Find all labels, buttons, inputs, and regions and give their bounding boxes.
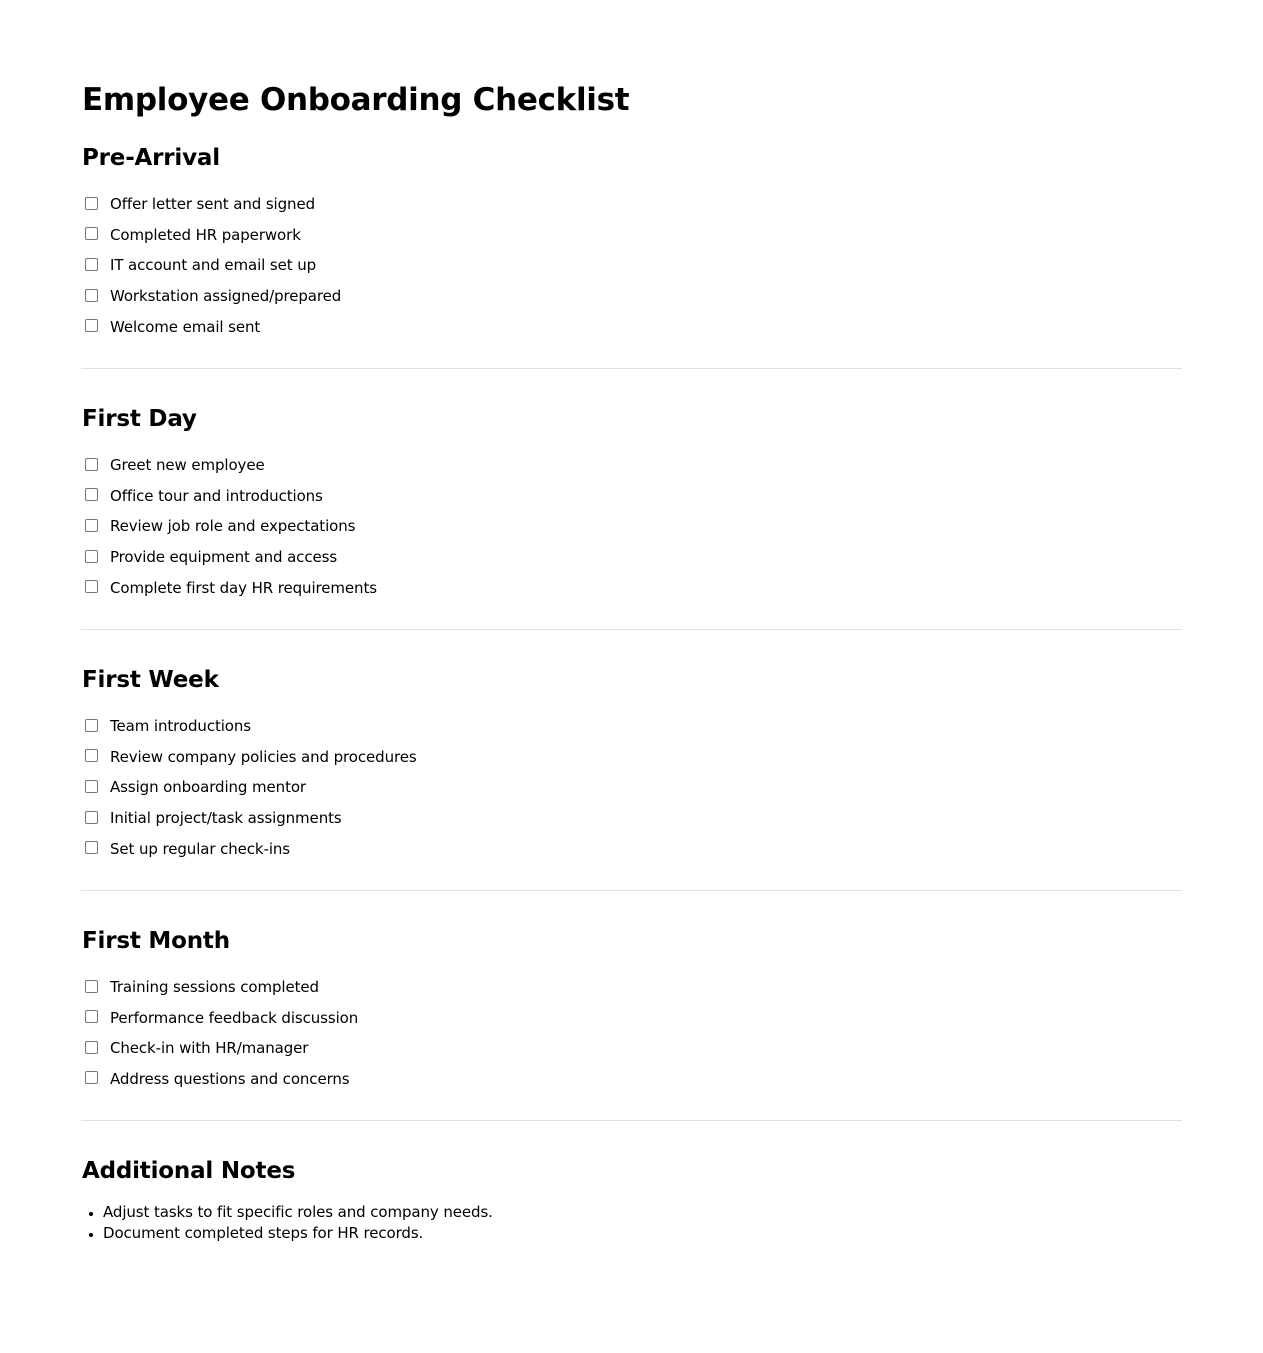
- checkbox[interactable]: [85, 258, 98, 271]
- checklist-item: [81, 542, 1182, 573]
- section-divider: [81, 368, 1182, 369]
- checklist: [81, 711, 1182, 864]
- checklist-item-label[interactable]: Review company policies and procedures: [110, 747, 417, 766]
- checklist: [81, 189, 1182, 342]
- checklist-item: [81, 572, 1182, 603]
- checklist-item: [81, 711, 1182, 742]
- checklist-item: [81, 481, 1182, 512]
- checkbox[interactable]: [85, 289, 98, 302]
- checklist-item: [81, 189, 1182, 220]
- checkbox[interactable]: [85, 980, 98, 993]
- checklist-item: [81, 972, 1182, 1003]
- checklist-item-label[interactable]: Initial project/task assignments: [110, 809, 342, 828]
- checkbox[interactable]: [85, 841, 98, 854]
- checklist-item-label[interactable]: Set up regular check-ins: [110, 839, 291, 858]
- page-title: Employee Onboarding Checklist: [82, 82, 630, 118]
- checklist-item-label[interactable]: IT account and email set up: [110, 256, 317, 275]
- section-heading: First Month: [82, 927, 230, 954]
- checklist-item: [81, 803, 1182, 834]
- checkbox[interactable]: [85, 1071, 98, 1084]
- section-heading: Additional Notes: [82, 1158, 296, 1185]
- checklist-item-label[interactable]: Performance feedback discussion: [110, 1008, 359, 1027]
- checklist-item: [81, 1003, 1182, 1034]
- checklist-item: [81, 511, 1182, 542]
- checkbox[interactable]: [85, 719, 98, 732]
- checklist-item-label[interactable]: Review job role and expectations: [110, 517, 356, 536]
- checklist-item: [81, 772, 1182, 803]
- checkbox[interactable]: [85, 580, 98, 593]
- section-divider: [81, 629, 1182, 630]
- checklist: [81, 450, 1182, 603]
- section-first-day: [81, 403, 1182, 603]
- checklist-item-label[interactable]: Completed HR paperwork: [110, 225, 301, 244]
- checklist-document: [81, 0, 1182, 1244]
- checkbox[interactable]: [85, 227, 98, 240]
- checkbox[interactable]: [85, 197, 98, 210]
- section-heading: First Week: [82, 666, 219, 693]
- section-heading: First Day: [82, 405, 197, 432]
- section-pre-arrival: [81, 142, 1182, 342]
- checkbox[interactable]: [85, 749, 98, 762]
- section-first-week: [81, 664, 1182, 864]
- checkbox[interactable]: [85, 1041, 98, 1054]
- checklist-item-label[interactable]: Greet new employee: [110, 456, 265, 475]
- checklist-item-label[interactable]: Workstation assigned/prepared: [110, 287, 342, 306]
- checklist-item-label[interactable]: Office tour and introductions: [110, 486, 323, 505]
- checklist-item-label[interactable]: Team introductions: [110, 717, 252, 736]
- checklist-item: [81, 1033, 1182, 1064]
- checklist-item-label[interactable]: Provide equipment and access: [110, 548, 338, 567]
- checkbox[interactable]: [85, 780, 98, 793]
- checklist-item: [81, 833, 1182, 864]
- checklist-item: [81, 281, 1182, 312]
- checklist-item: [81, 250, 1182, 281]
- section-heading: Pre-Arrival: [82, 145, 220, 171]
- checklist-item-label[interactable]: Training sessions completed: [110, 978, 319, 997]
- checklist-item-label[interactable]: Offer letter sent and signed: [110, 195, 316, 214]
- checkbox[interactable]: [85, 488, 98, 501]
- checklist-item: [81, 1064, 1182, 1095]
- checkbox[interactable]: [85, 519, 98, 532]
- checklist-item: [81, 450, 1182, 481]
- checklist-item: [81, 742, 1182, 773]
- section-divider: [81, 1120, 1182, 1121]
- notes-list: [81, 1202, 1182, 1244]
- checklist-item-label[interactable]: Address questions and concerns: [110, 1069, 350, 1088]
- checkbox[interactable]: [85, 550, 98, 563]
- checklist-item: [81, 311, 1182, 342]
- note-item: • Document completed steps for HR records.: [103, 1223, 1182, 1244]
- checkbox[interactable]: [85, 1010, 98, 1023]
- checklist: [81, 972, 1182, 1094]
- checklist-item-label[interactable]: Assign onboarding mentor: [110, 778, 306, 797]
- checkbox[interactable]: [85, 458, 98, 471]
- section-additional-notes: [81, 1155, 1182, 1244]
- checklist-item-label[interactable]: Complete first day HR requirements: [110, 578, 377, 597]
- note-item: • Adjust tasks to fit specific roles and company needs.: [103, 1202, 1182, 1223]
- checklist-item-label[interactable]: Check-in with HR/manager: [110, 1039, 309, 1058]
- checkbox[interactable]: [85, 319, 98, 332]
- section-first-month: [81, 925, 1182, 1094]
- checkbox[interactable]: [85, 811, 98, 824]
- checklist-item-label[interactable]: Welcome email sent: [110, 317, 261, 336]
- checklist-item: [81, 220, 1182, 251]
- section-divider: [81, 890, 1182, 891]
